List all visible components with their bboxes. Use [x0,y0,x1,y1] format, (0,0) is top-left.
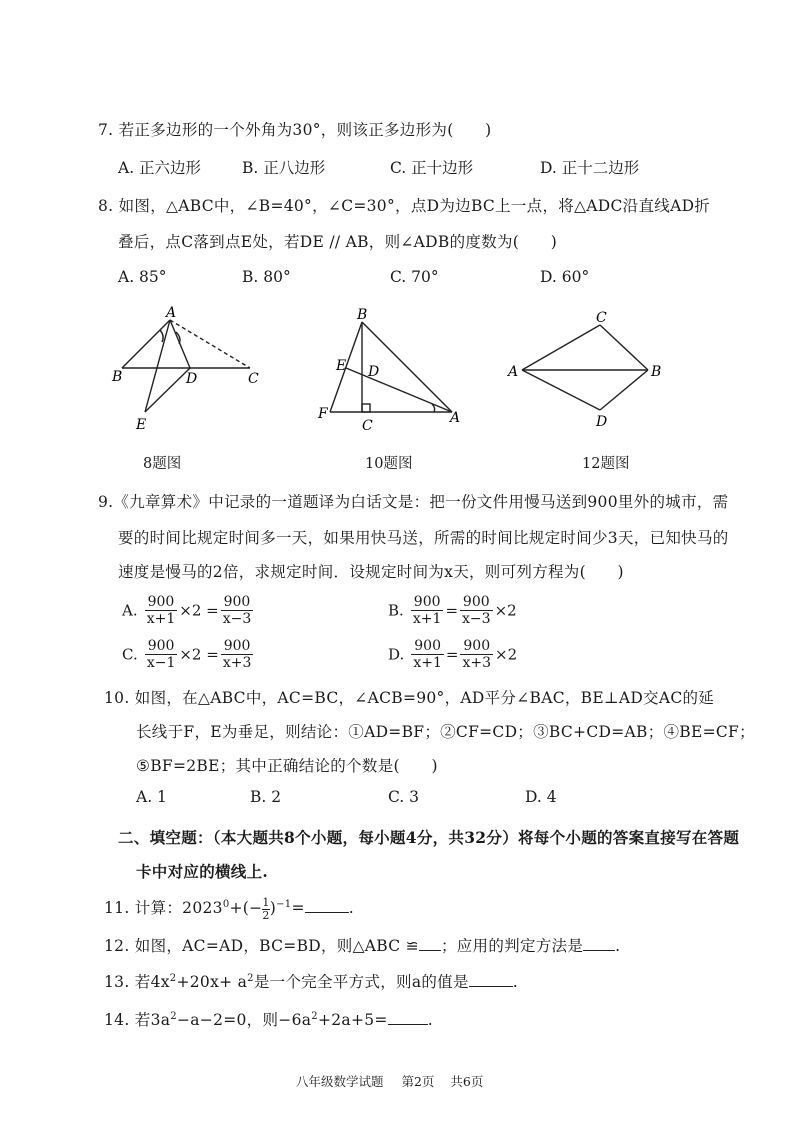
q13: 13. 若$4x^2+20x+ a^2$是一个完全平方式，则a的值是 . [104,970,518,992]
q10-line3: ⑤BF=2BE；其中正确结论的个数是( ) [136,757,438,775]
fig12-label-d: D [596,414,608,430]
fig10-label-c: C [362,418,373,434]
q13-answer-blank[interactable] [469,971,513,988]
q7-option-b: B. 正八边形 [242,159,326,177]
q8-line2: 叠后，点C落到点E处，若DE // AB，则∠ADB的度数为( ) [118,233,558,251]
fig8-segment-ae [145,320,170,412]
q9-line1: 9.《九章算术》中记录的一道题译为白话文是：把一份文件用慢马送到900里外的城市，需 [98,493,729,511]
fig12-label-b: B [651,364,662,380]
q10-line1: 10. 如图，在△ABC中，AC=BC，∠ACB=90°，AD平分∠BAC，BE⊥AD交AC的延 [104,689,715,707]
q11-answer-blank[interactable] [305,897,349,914]
q9-c-left-fraction: $\frac{900}{x-1}$ [146,638,176,672]
fig8-caption: 8题图 [143,456,182,472]
q14-answer-blank[interactable] [388,1009,428,1026]
fig10-label-d: D [368,364,380,380]
q10-option-b: B. 2 [250,788,282,806]
q11: 11. 计算：$2023^0+(-$ $\frac{1}{2})^{-1}=$ . [104,895,354,922]
q9-b-right-fraction: $\frac{900}{x-3}$ [462,594,491,628]
footer-subject: 八年级数学试题 [296,1074,384,1089]
q10-option-d: D. 4 [525,788,557,806]
fig10-label-a: A [450,410,461,426]
fig8-label-d: D [186,371,198,387]
q14: 14. 若$3a^2-a-2=0$，则$-6a^2+2a+5=$ . [104,1008,433,1030]
fig12-label-a: A [508,364,519,380]
q9-d-right-fraction: $\frac{900}{x+3}$ [462,638,492,672]
q10-option-a: A. 1 [136,788,167,806]
fig10-label-f: F [318,406,328,422]
q8-line1: 8. 如图，△ABC中，∠B=40°，∠C=30°，点D为边BC上一点，将△ADC沿直线AD折 [98,197,711,215]
q7-stem: 7. 若正多边形的一个外角为30°，则该正多边形为( ) [98,121,492,139]
figure-12 [522,325,648,410]
figures-svg [0,0,794,470]
fig12-label-c: C [596,310,607,326]
q9-line3: 速度是慢马的2倍，求规定时间．设规定时间为x天，则可列方程为( ) [118,563,624,581]
q9-line2: 要的时间比规定时间多一天，如果用快马送，所需的时间比规定时间少3天，已知快马的 [118,529,729,547]
fig12-segment-ad [522,370,600,410]
q7-option-c: C. 正十边形 [390,159,474,177]
figure-10 [330,322,452,412]
q11-fraction: $\frac{1}{2}$ [262,895,270,922]
fig12-caption: 12题图 [582,456,630,472]
figure-8 [122,320,250,412]
q12: 12. 如图，AC=AD，BC=BD，则△ABC ≌ ；应用的判定方法是 . [104,934,620,956]
fig10-caption: 10题图 [365,456,413,472]
q8-option-a: A. 85° [118,268,167,286]
section2-heading: 二、填空题：（本大题共8个小题，每小题4分，共32分）将每个小题的答案直接写在答题 [118,828,740,847]
footer-total: 共6页 [450,1074,484,1089]
q9-a-left-fraction: $\frac{900}{x+1}$ [146,594,176,628]
q10-line2: 长线于F，E为垂足，则结论：①AD=BF；②CF=CD；③BC+CD=AB；④BE=CF； [136,723,755,741]
footer-page: 第2页 [401,1074,435,1089]
q7-option-a: A. 正六边形 [118,159,202,177]
q9-b-left-fraction: $\frac{900}{x+1}$ [412,594,442,628]
q9-option-a: A. $\frac{900}{x+1}$ ×2 = $\frac{900}{x-3}$ [122,594,252,628]
fig8-label-a: A [166,305,177,321]
q9-option-d: D. $\frac{900}{x+1}$ = $\frac{900}{x+3}$ ×2 [388,638,518,672]
q8-option-d: D. 60° [540,268,590,286]
section2-heading-line2: 卡中对应的横线上. [136,862,269,881]
fig8-angle-mark [160,330,163,342]
q9-c-right-fraction: $\frac{900}{x+3}$ [222,638,252,672]
fig8-label-b: B [112,369,123,385]
fig12-segment-cb [600,325,648,370]
q9-option-b: B. $\frac{900}{x+1}$ = $\frac{900}{x-3}$ ×2 [388,594,517,628]
fig8-label-c: C [248,371,259,387]
fig8-segment-ad [170,320,190,368]
fig8-segment-ac-dashed [170,320,250,368]
q10-option-c: C. 3 [388,788,420,806]
fig12-segment-db [600,370,648,410]
q9-d-left-fraction: $\frac{900}{x+1}$ [413,638,442,672]
q9-a-right-fraction: $\frac{900}{x-3}$ [222,594,252,628]
fig8-segment-de [145,368,190,412]
fig8-label-e: E [136,417,147,433]
fig10-right-angle-mark [362,404,370,412]
fig10-label-e: E [336,358,347,374]
q12-answer-blank-2[interactable] [583,935,615,952]
q8-option-b: B. 80° [242,268,291,286]
q8-option-c: C. 70° [390,268,439,286]
footer [296,1072,483,1090]
q12-answer-blank-1[interactable] [419,935,441,952]
q9-option-c: C. $\frac{900}{x-1}$ ×2 = $\frac{900}{x+3}$ [122,638,252,672]
fig12-segment-ac [522,325,600,370]
fig10-label-b: B [357,307,368,323]
q7-option-d: D. 正十二边形 [540,159,640,177]
